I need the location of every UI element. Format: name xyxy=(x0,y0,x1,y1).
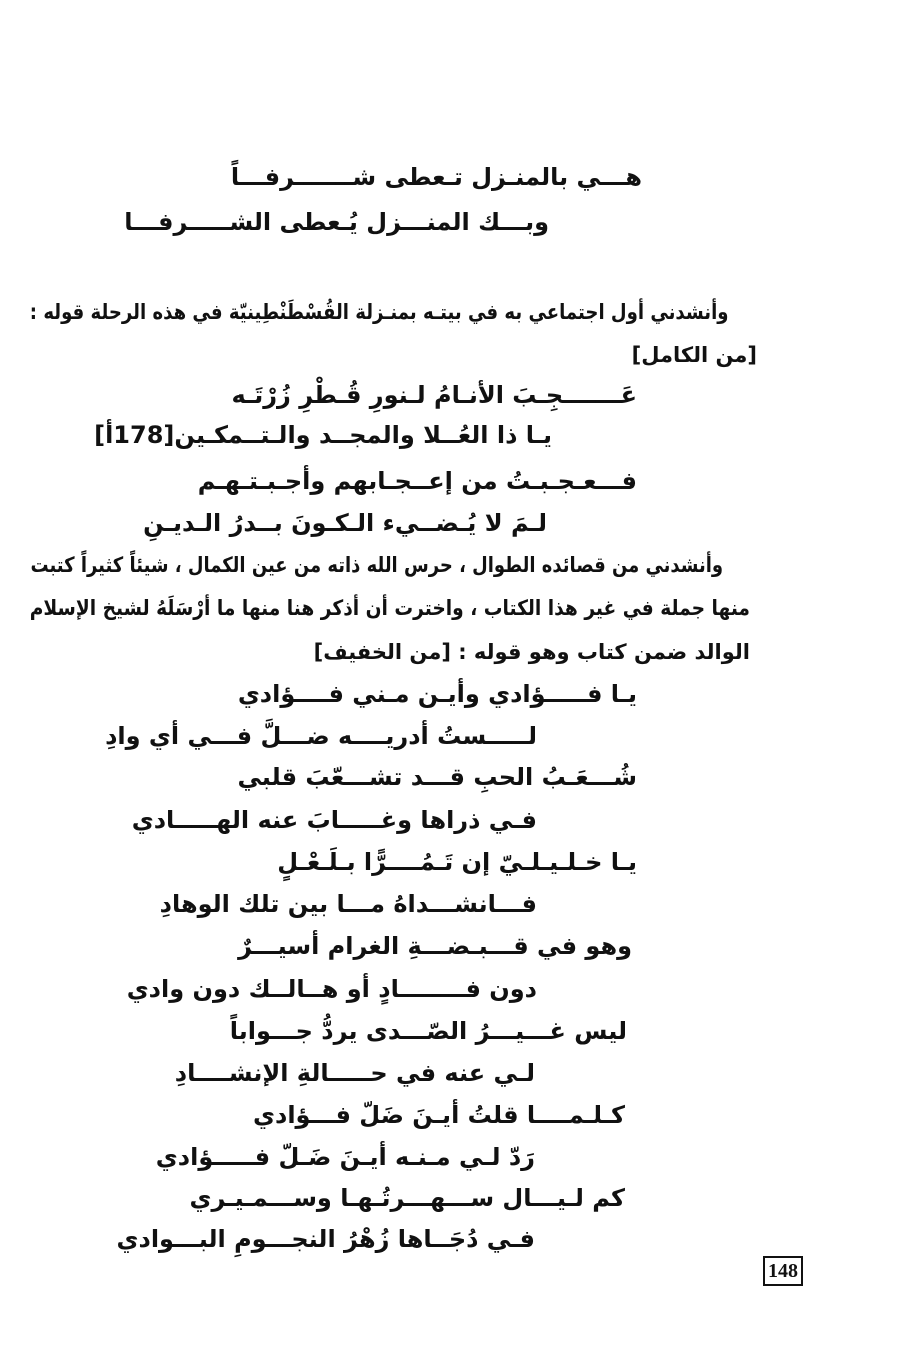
meter-label-kamil: [من الكامل] xyxy=(631,343,757,367)
poem-2-line-11: كـلـمــــا قلتُ أيـنَ ضَلّ فـــؤادي xyxy=(253,1101,625,1129)
opening-verse-hemistich-2: وبـــك المنـــزل يُـعطى الشـــــرفـــا xyxy=(124,208,549,236)
poem-2-line-7: وهو في قـــبـضـــةِ الغرام أسيـــرٌ xyxy=(238,932,632,960)
poem-2-line-1: يـا فـــــؤادي وأيـن مـني فــــؤادي xyxy=(237,680,637,708)
poem-2-line-8: دون فــــــــادٍ أو هــالــك دون وادي xyxy=(126,975,537,1003)
paragraph-2-line-2: منها جملة في غير هذا الكتاب ، واخترت أن أذكر هنا منها ما أرْسَلَهُ لشيخ الإسلام xyxy=(29,596,750,620)
poem-1-line-4: لـمَ لا يُـضــيء الـكـونَ بــدرُ الـديـنِ xyxy=(143,509,547,537)
poem-2-line-14: فـي دُجَــاها زُهْرُ النجـــومِ البـــوادي xyxy=(116,1225,535,1253)
opening-verse-hemistich-1: هـــي بالمنـزل تـعطى شـــــــرفـــاً xyxy=(230,163,642,191)
paragraph-2-line-1: وأنشدني من قصائده الطوال ، حرس الله ذاته من عين الكمال ، شيئاً كثيراً كتبت xyxy=(30,553,723,577)
paragraph-1-line-1: وأنشدني أول اجتماعي به في بيتـه بمنـزلة القُسْطَنْطِينيّة في هذه الرحلة قوله : xyxy=(30,300,729,324)
poem-2-line-9: ليس غـــيـــرُ الصّـــدى يردُّ جـــواباً xyxy=(229,1017,627,1045)
paragraph-2-line-3: الوالد ضمن كتاب وهو قوله : [من الخفيف] xyxy=(313,640,750,664)
poem-1-line-1: عَـــــــجِـبَ الأنـامُ لـنورِ قُـطْرِ زُرْتَـه xyxy=(231,381,637,409)
poem-1-line-2: يـا ذا العُــلا والمجــد والـتــمكـين[178أ] xyxy=(94,421,552,449)
page-number: 148 xyxy=(763,1256,803,1286)
poem-2-line-6: فـــانشـــداهُ مـــا بين تلك الوهادِ xyxy=(159,890,537,918)
poem-2-line-3: شُـــعَـبُ الحبِ قـــد تشـــعّبَ قلبي xyxy=(237,763,637,791)
poem-1-line-3: فـــعـجـبـتُ من إعــجـابهم وأجـبـتـهـم xyxy=(197,467,637,495)
poem-2-line-5: يـا خـلـيـلـيّ إن تَـمُــــرًّا بـلَـعْـلٍ xyxy=(277,848,637,876)
poem-2-line-2: لـــــستُ أدريــــه ضـــلَّ فـــي أي وادِ xyxy=(105,722,537,750)
poem-2-line-4: فـي ذراها وغـــــابَ عنه الهـــــادي xyxy=(131,806,537,834)
poem-2-line-12: رَدّ لـي مـنـه أيـنَ ضَـلّ فـــــؤادي xyxy=(155,1143,535,1171)
poem-2-line-10: لـي عنه في حـــــالةِ الإنشــــادِ xyxy=(174,1059,535,1087)
poem-2-line-13: كم لـيـــال ســـهـــرتُـهـا وســـمـيـري xyxy=(189,1184,625,1212)
